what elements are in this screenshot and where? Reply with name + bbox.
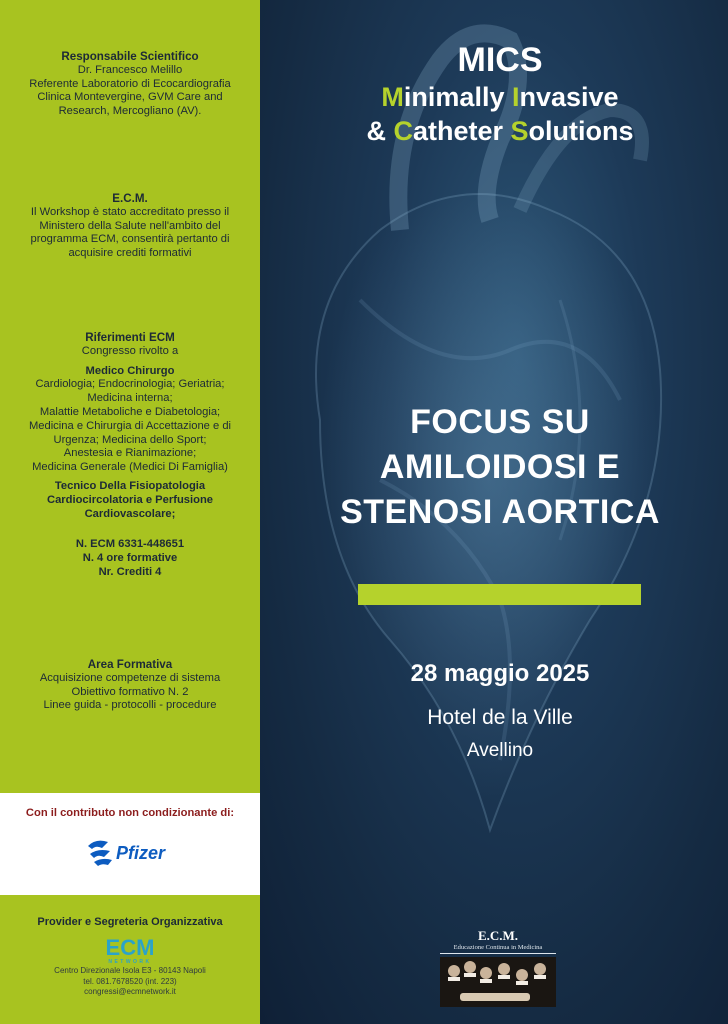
ecm-badge-logo bbox=[440, 928, 556, 1008]
crediti: Nr. Crediti 4 bbox=[98, 565, 162, 578]
medico-line: Anestesia e Rianimazione; bbox=[63, 447, 197, 460]
area-line: Obiettivo formativo N. 2 bbox=[71, 685, 189, 698]
medico-line: Medicina Generale (Medici Di Famiglia) bbox=[32, 461, 228, 474]
medico-line: Medicina interna; bbox=[87, 392, 173, 405]
event-date: 28 maggio 2025 bbox=[410, 660, 590, 687]
provider-address bbox=[0, 966, 260, 998]
ecm-line: programma ECM, consentirà pertanto di bbox=[30, 233, 230, 246]
ecm-line: acquisire crediti formativi bbox=[68, 247, 192, 260]
area-line: Acquisizione competenze di sistema bbox=[39, 671, 221, 684]
ecm-badge-title: E.C.M. bbox=[477, 928, 519, 943]
focus-line: STENOSI AORTICA bbox=[340, 493, 660, 531]
responsabile-line: Clinica Montevergine, GVM Care and bbox=[37, 91, 223, 104]
medico-heading: Medico Chirurgo bbox=[85, 364, 175, 377]
focus-line: AMILOIDOSI E bbox=[379, 448, 621, 486]
ecm-section bbox=[0, 192, 260, 261]
responsabile-line: Referente Laboratorio di Ecocardiografia bbox=[29, 77, 231, 90]
ecm-badge-subtitle: Educazione Continua in Medicina bbox=[440, 944, 556, 954]
address-phone: tel. 081.7678520 (int. 223) bbox=[83, 976, 177, 986]
title-accent-letter: M bbox=[381, 82, 404, 112]
ecm-heading: E.C.M. bbox=[112, 192, 148, 205]
responsabile-section bbox=[0, 50, 260, 119]
event-venue: Hotel de la Ville bbox=[427, 706, 573, 729]
ecm-line: Il Workshop è stato accreditato presso il bbox=[30, 205, 230, 218]
medico-line: Medicina e Chirurgia di Accettazione e di bbox=[28, 419, 232, 432]
tecnico-line: Cardiocircolatoria e Perfusione bbox=[47, 493, 213, 506]
address-line: Centro Direzionale Isola E3 - 80143 Napoli bbox=[54, 966, 206, 975]
title-text: inimally bbox=[403, 82, 512, 112]
focus-heading bbox=[300, 400, 700, 535]
ore-formative: N. 4 ore formative bbox=[82, 552, 178, 565]
area-line: Linee guida - protocolli - procedure bbox=[43, 699, 217, 712]
pfizer-logo bbox=[86, 832, 186, 872]
left-info-column bbox=[0, 0, 260, 1024]
title-line-1 bbox=[260, 80, 728, 114]
title-text: atheter bbox=[412, 116, 511, 146]
riferimenti-section bbox=[0, 331, 260, 580]
title-accent-letter: C bbox=[393, 116, 413, 146]
title-accent-letter: S bbox=[510, 116, 529, 146]
ecm-number: N. ECM 6331-448651 bbox=[75, 538, 185, 551]
medico-line: Cardiologia; Endocrinologia; Geriatria; bbox=[35, 378, 225, 391]
title-text: olutions bbox=[528, 116, 634, 146]
area-heading: Area Formativa bbox=[87, 658, 173, 671]
address-email: congressi@ecmnetwork.it bbox=[84, 987, 176, 996]
medico-line: Malattie Metaboliche e Diabetologia; bbox=[39, 405, 221, 418]
tecnico-line: Tecnico Della Fisiopatologia bbox=[54, 479, 206, 492]
responsabile-line: Research, Mercogliano (AV). bbox=[58, 105, 202, 118]
medico-line: Urgenza; Medicina dello Sport; bbox=[53, 433, 207, 446]
title-mics: MICS bbox=[457, 41, 543, 79]
responsabile-heading: Responsabile Scientifico bbox=[61, 50, 199, 63]
ecm-logo-text: ECM bbox=[105, 935, 155, 960]
anatomy-lesson-painting bbox=[440, 957, 556, 1007]
pfizer-text: Pfizer bbox=[116, 843, 166, 863]
tecnico-line: Cardiovascolare; bbox=[84, 507, 176, 520]
riferimenti-heading: Riferimenti ECM bbox=[85, 331, 175, 344]
title-line-2 bbox=[260, 114, 728, 148]
event-title bbox=[260, 40, 728, 148]
title-accent-letter: I bbox=[511, 82, 520, 112]
title-text: & bbox=[366, 116, 394, 146]
event-city: Avellino bbox=[466, 740, 534, 761]
ecm-line: Ministero della Salute nell'ambito del bbox=[39, 219, 221, 232]
riferimenti-intro: Congresso rivolto a bbox=[81, 344, 179, 357]
provider-label: Provider e Segreteria Organizzativa bbox=[37, 916, 223, 928]
area-formativa-section bbox=[0, 658, 260, 713]
ecm-logo-sub: NETWORK bbox=[108, 959, 152, 965]
accent-bar bbox=[358, 584, 641, 605]
ecm-network-logo bbox=[97, 935, 163, 965]
title-text: nvasive bbox=[519, 82, 619, 112]
sponsor-label: Con il contributo non condizionante di: bbox=[25, 807, 235, 819]
responsabile-line: Dr. Francesco Melillo bbox=[77, 63, 183, 76]
focus-line: FOCUS SU bbox=[410, 403, 590, 441]
